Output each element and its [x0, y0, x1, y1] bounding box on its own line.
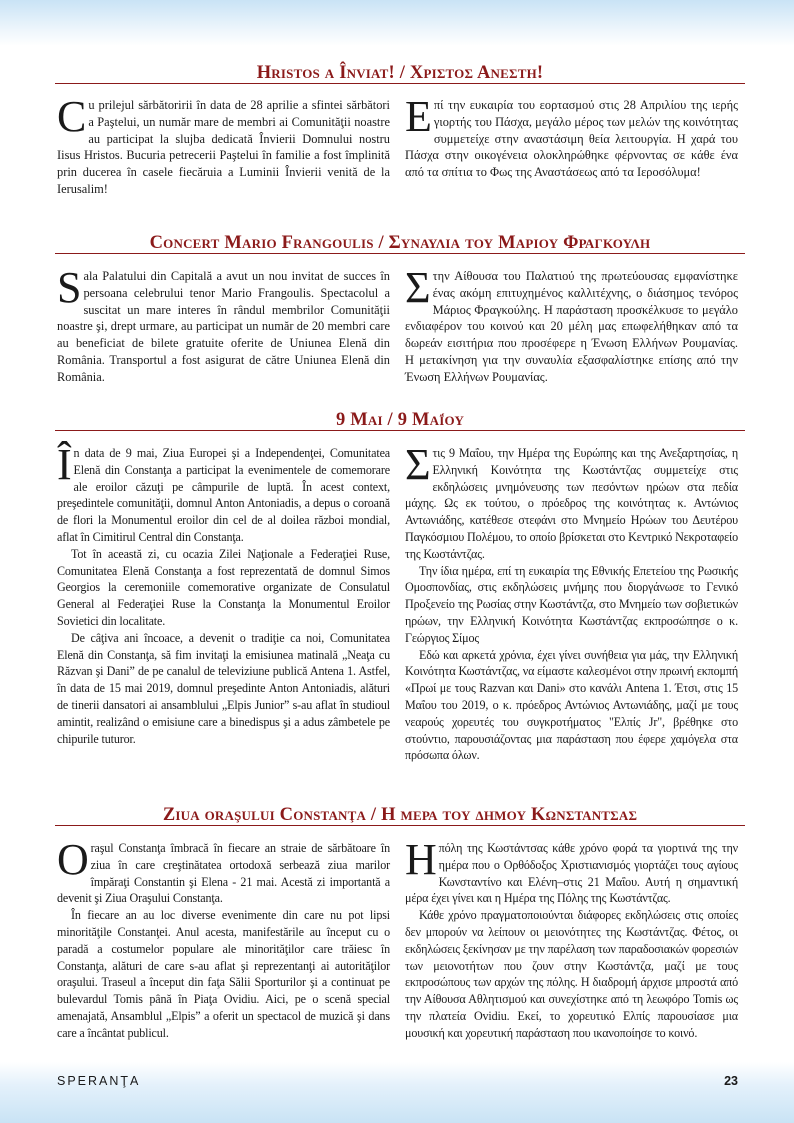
section-title-city-day: Ziua oraşului Constanţa / Η μερα του δημου Κωνσταντσας — [162, 805, 638, 825]
paragraph: Εδώ και αρκετά χρόνια, έχει γίνει συνήθεια για μάς, την Ελληνική Κοινότητα Κωστάντζας, να είμαστε καλεσμένοι στην πρωινή εκπομπή «Πρωί με τους Razvan και Dani» στο κανάλι Antena 1. Έτσι, στις 15 Μαΐου του 2019, ο κ. πρόεδρος Αντώνιος Αντωνιάδης, μαζί με τους νεαρούς χορευτές του συγκροτήματος "Ελπίς Jr", βρέθηκε στο στούντιο, παρουσιάζοντας μια παράσταση που έφερε χαμόγελα στα πρόσωπα όλων. — [405, 647, 738, 763]
section-divider — [55, 83, 745, 84]
article-easter-romanian — [57, 92, 390, 198]
paragraph: Στην Αίθουσα του Παλατιού της πρωτεύουσας εμφανίστηκε ένας ακόμη επιτυχημένος καλλιτέχνης, ο διάσημος τενόρος Μάριος Φραγκούλης. Η παράσταση προσκέλκυσε το μεγάλο ενδιαφέρον του κοινού και 20 μέλη μας επωφελήθηκαν από τα δωρεάν εισιτήρια που προσέφερε η Ένωση Ελλήνων Ρουμανίας. Η μετακίνηση για την συναυλία εξασφαλίστηκε επίσης από την Ένωση Ελλήνων Ρουμανίας. — [405, 263, 738, 384]
drop-cap: Ε — [405, 92, 432, 141]
paragraph: Tot în această zi, cu ocazia Zilei Naţionale a Federaţiei Ruse, Comunitatea Elenă Constanţa a fost reprezentată de domnul Simos Georgios la ceremoniile comemorative organizate de Consulatul General al Federaţiei Ruse la Constanţa la Monumentul Eroilor Sovietici din localitate. — [57, 546, 390, 628]
paragraph: Cu prilejul sărbătoririi în data de 28 aprilie a sfintei sărbători a Paştelui, un număr mare de membri ai Comunităţii noastre au participat la slujba dedicată Învierii Domnului nostru Iisus Hristos. Bucuria petrecerii Paştelui în familie a fost împlinită prin ducerea în casele fiecăruia a Luminii Învierii venită de la Ierusalim! — [57, 92, 390, 196]
paragraph: Στις 9 Μαΐου, την Ημέρα της Ευρώπης και της Ανεξαρτησίας, η Ελληνική Κοινότητα της Κωστάντζας συμμετείχε στις εκδηλώσεις μνημόνευσης των πεσόντων ηρώων στα πεδία μάχης. Ως εκ τούτου, ο πρόεδρος της κοινότητας κ. Αντώνιος Αντωνιάδης, κατέθεσε στεφάνι στο Μνημείο Ηρώων του Δευτέρου Παγκόσμιου Πολέμου, το οποίο βρίσκεται στο Κεντρικό Νεκροταφείο της Κωστάντζας. — [405, 440, 738, 561]
drop-cap: S — [57, 263, 82, 312]
article-city-day-romanian — [57, 835, 390, 1042]
section-title-concert: Concert Mario Frangoulis / Συναυλια του Μαριου Φραγκουλη — [149, 233, 651, 253]
publication-name: SPERANŢA — [57, 1074, 141, 1088]
article-may9-romanian — [57, 440, 390, 747]
section-title-easter: Hristos a Înviat! / Χριστος Ανεστη! — [256, 63, 544, 83]
article-easter-greek — [405, 92, 738, 181]
paragraph: Την ίδια ημέρα, επί τη ευκαιρία της Εθνικής Επετείου της Ρωσικής Ομοσπονδίας, στις εκδηλώσεις μνήμης που διοργάνωσε το Γενικό Προξενείο της Ρωσίας στην Κωστάντζα, στο Μνημείο των σοβιετικών ηρώων, την Ελληνική Κοινότητα Κωστάντζας εκπροσώπησε ο κ. Γεώργιος Σίμος — [405, 563, 738, 645]
drop-cap: Σ — [405, 440, 431, 489]
drop-cap: O — [57, 835, 89, 884]
paragraph: În fiecare an au loc diverse evenimente din care nu pot lipsi minorităţile Constanţei. Anul acesta, manifestările au început cu o paradă a costumelor populare ale minorităţilor care trăiesc în Constanţa, alături de care s-au aflat şi reprezentanţi ai autorităţilor oraşului. Traseul a început din faţa Sălii Sporturilor şi a continuat pe bulevardul Tomis până în Piaţa Ovidiu. Aici, pe o scenă special amenajată, Ansamblul „Elpis” a oferit un spectacol de muzică şi dans care a încântat publicul. — [57, 908, 390, 1040]
section-title-may-9: 9 Mai / 9 Μαΐου — [335, 410, 465, 430]
paragraph: Επί την ευκαιρία του εορτασμού στις 28 Απριλίου της ιερής γιορτής του Πάσχα, μεγάλο μέρος των μελών της κοινότητας συμμετείχε στην αναστάσιμη θεία λειτουργία. Η χαρά του Πάσχα στην οικογένεια ολοκληρώθηκε φέρνοντας σε κάθε ένα από τα σπίτια το Φως της Αναστάσεως από τα Ιεροσόλυμα! — [405, 92, 738, 180]
drop-cap: Σ — [405, 263, 431, 312]
page-number: 23 — [724, 1074, 738, 1088]
article-concert-greek — [405, 263, 738, 386]
paragraph: Ηπόλη της Κωστάντσας κάθε χρόνο φορά τα γιορτινά της την ημέρα που ο Ορθόδοξος Χριστιανισμός γιορτάζει τους αγίους Κωνσταντίνο και Ελένη–στις 21 Μαΐου. Αυτή η σημαντική μέρα έχει γίνει και η Ημέρα της Πόλης της Κωστάντζας. — [405, 835, 738, 906]
drop-cap: Η — [405, 835, 437, 884]
section-divider — [55, 430, 745, 431]
paragraph: În data de 9 mai, Ziua Europei şi a Independenţei, Comunitatea Elenă din Constanţa a participat la evenimentele de comemorare ale eroilor căzuţi pe câmpurile de luptă. În acest context, preşedintele comunităţii, domnul Anton Antoniadis, a depus o coroană de flori la Monumentul eroilor din cel de al doilea război mondial, aflat în Cimitirul Central din Constanţa. — [57, 440, 390, 544]
drop-cap: C — [57, 92, 87, 141]
section-divider — [55, 253, 745, 254]
paragraph: De câţiva ani încoace, a devenit o tradiţie ca noi, Comunitatea Elenă din Constanţa, să fim invitaţi la emisiunea matinală „Neaţa cu Răzvan şi Dani” de pe canalul de televiziune publică Antena 1. Astfel, în data de 15 mai 2019, domnul preşedinte Anton Antoniadis, alături de tinerii dansatori ai ansamblului „Elpis Junior” s-au aflat în studioul amintit, realizând o emisiune care a binedispus şi a adus zâmbetele pe chipurile tuturor. — [57, 630, 390, 746]
article-may9-greek — [405, 440, 738, 764]
drop-cap: Î — [57, 440, 72, 489]
paragraph: Sala Palatului din Capitală a avut un nou invitat de succes în persoana celebrului tenor Mario Frangoulis. Spectacolul a suscitat un mare interes în rândul membrilor Comunităţii noastre şi, drept urmare, au participat un număr de 20 membri care au beneficiat de bilete gratuite oferite de Uniunea Elenă din România. Transportul a fost asigurat de către Uniunea Elenă din România. — [57, 263, 390, 384]
paragraph: Oraşul Constanţa îmbracă în fiecare an straie de sărbătoare în ziua în care creştinătatea ortodoxă serbează ziua marilor împăraţi Constantin şi Elena - 21 mai. Acestă zi importantă a devenit şi Ziua Oraşului Constanţa. — [57, 835, 390, 906]
article-city-day-greek — [405, 835, 738, 1042]
paragraph: Κάθε χρόνο πραγματοποιούνται διάφορες εκδηλώσεις στις οποίες δεν μπορούν να λείπουν οι μειονότητες της Κωστάντζας. Φέτος, οι εκδηλώσεις ξεκίνησαν με την παρέλαση των παραδοσιακών φορεσιών των μειονοτήτων που ζουν στην Κωστάντζα, μαζί με τους εκπροσώπους των αρχών της πόλης. Η διαδρομή άρχισε μπροστά από την Αίθουσα Αθλητισμού και συνεχίστηκε από τη λεωφόρο Tomis ως την πλατεία Ovidiu. Εκεί, το χορευτικό Ελπίς παρουσίασε μια μουσική και χορευτική παράσταση που ικανοποίησε το κοινό. — [405, 908, 738, 1040]
section-divider — [55, 825, 745, 826]
article-concert-romanian — [57, 263, 390, 386]
